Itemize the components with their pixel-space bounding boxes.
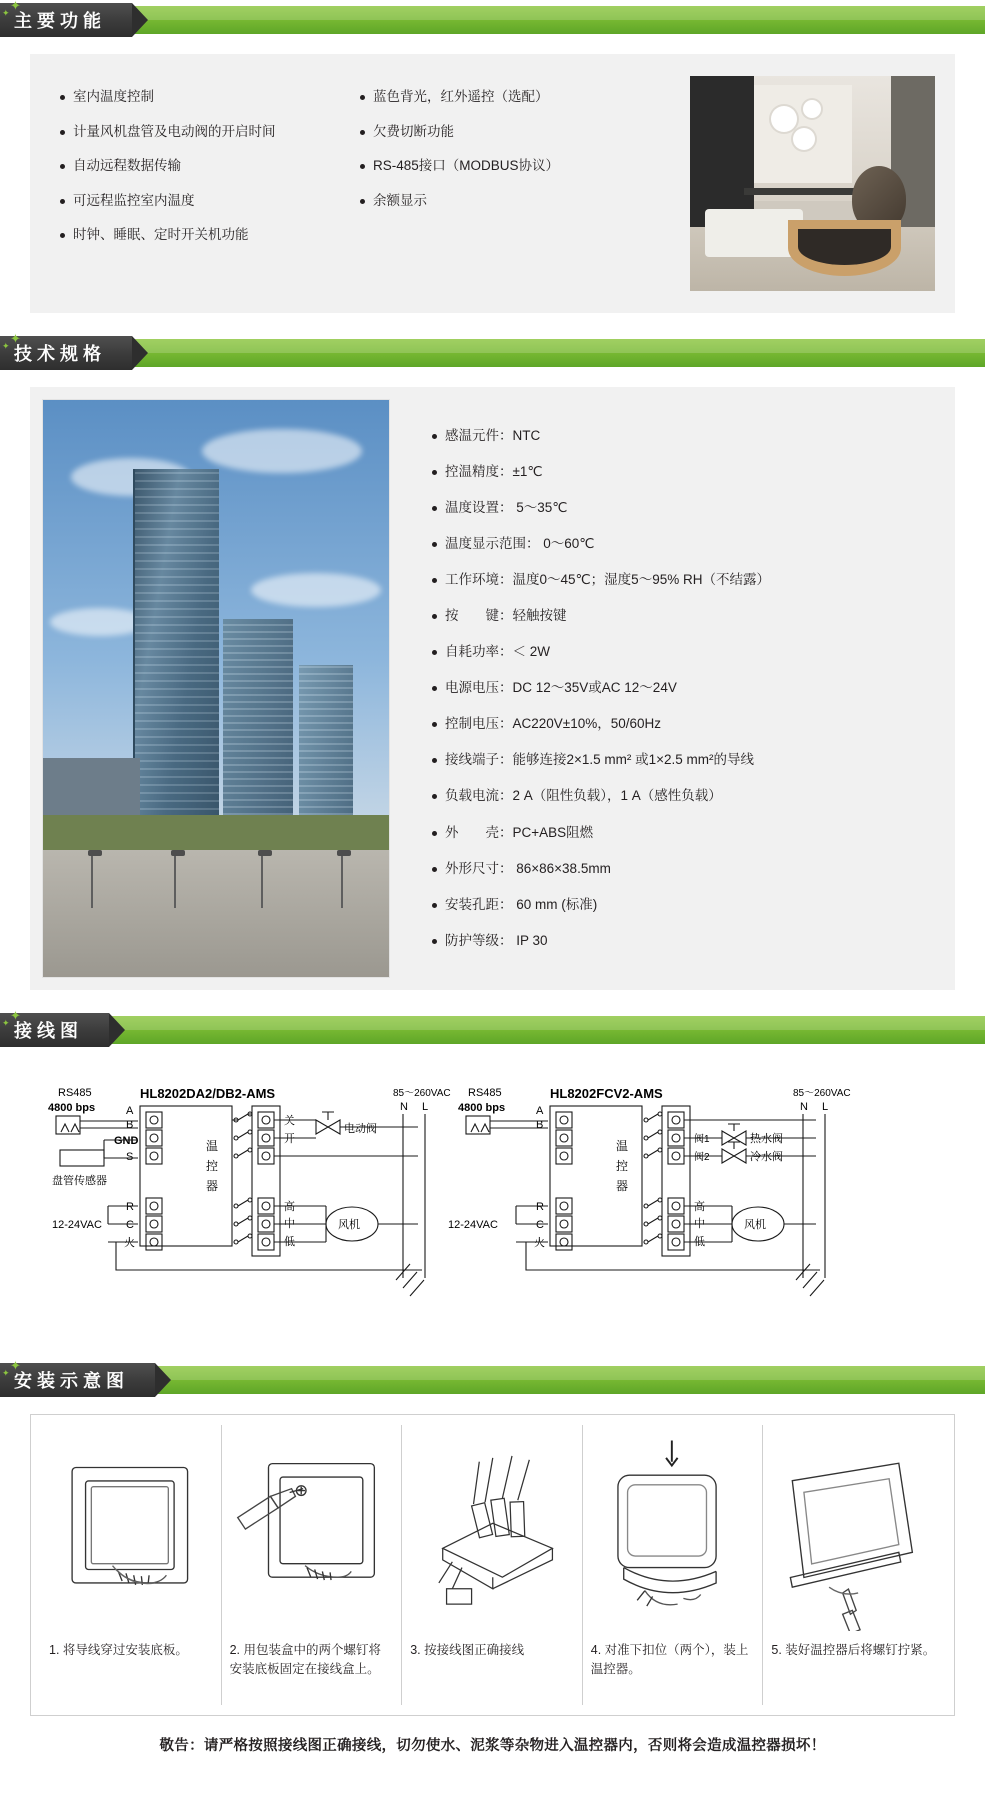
list-item [432, 751, 927, 769]
wiring-right-valve2: 阀2 [694, 1151, 710, 1163]
list-item [432, 932, 927, 950]
wiring-right-speed-hi: 高 [694, 1200, 705, 1213]
list-item [60, 226, 360, 244]
list-item [432, 607, 927, 625]
wiring-right-model: HL8202FCV2-AMS [550, 1085, 663, 1101]
spec-text: 按 键：轻触按键 [445, 608, 567, 624]
building-photo [42, 399, 390, 978]
wiring-right-box-label-3: 器 [616, 1178, 629, 1193]
spec-text: 控温精度：±1℃ [445, 464, 543, 480]
bullet-icon [432, 470, 437, 475]
bullet-icon [432, 542, 437, 547]
wiring-illustration [410, 1431, 574, 1631]
bullet-icon [432, 867, 437, 872]
wiring-left-fan-name: 风机 [338, 1218, 360, 1231]
screwdriver-illustration [230, 1431, 394, 1631]
wiring-right-speed-lo: 低 [694, 1235, 705, 1248]
wiring-right-baud: 4800 bps [458, 1101, 506, 1114]
wiring-left-valve-open: 开 [284, 1132, 295, 1145]
install-step-2 [222, 1425, 403, 1705]
wiring-right-speed-mid: 中 [694, 1217, 705, 1230]
bullet-icon [60, 199, 65, 204]
install-caption: 1. 将导线穿过安装底板。 [49, 1642, 188, 1657]
wiring-left-baud: 4800 bps [48, 1101, 96, 1114]
bullet-icon [432, 686, 437, 691]
section-header-install [0, 1357, 985, 1400]
install-step-3 [402, 1425, 583, 1705]
bullet-icon [60, 233, 65, 238]
wiring-left-box-label-1: 温 [206, 1138, 219, 1153]
feature-text: 蓝色背光，红外遥控（选配） [373, 89, 549, 104]
spec-text: 温度显示范围： 0～60℃ [445, 536, 595, 552]
list-item [432, 679, 927, 697]
sparkle-small-icon: ✦ [2, 1367, 10, 1378]
list-item [432, 896, 927, 914]
warning-notice: 敬告：请严格按照接线图正确接线，切勿使水、泥浆等杂物进入温控器内，否则将会造成温控器损坏！ [159, 1737, 826, 1754]
install-caption: 3. 按接线图正确接线 [410, 1642, 525, 1657]
install-caption: 4. 对准下扣位（两个），装上温控器。 [590, 1642, 749, 1677]
wiring-right-box-label-1: 温 [616, 1138, 629, 1153]
sparkle-icon: ✦ [10, 1007, 21, 1023]
wiring-right-valve1: 阀1 [694, 1133, 710, 1145]
install-art-3 [410, 1431, 574, 1631]
spec-text: 控制电压：AC220V±10%，50/60Hz [445, 716, 661, 732]
bullet-icon [432, 831, 437, 836]
sparkle-icon: ✦ [10, 0, 21, 13]
wiring-right-term-c: C [536, 1218, 544, 1231]
list-item [432, 715, 927, 733]
wiring-right-fan-name: 风机 [744, 1218, 766, 1231]
install-step-5 [763, 1425, 944, 1705]
feature-text: 计量风机盘管及电动阀的开启时间 [73, 123, 276, 139]
wiring-left-speed-hi: 高 [284, 1200, 295, 1213]
bullet-icon [360, 95, 365, 100]
wiring-left-mains-n: N [400, 1100, 408, 1113]
tighten-illustration [771, 1431, 936, 1631]
list-item [432, 824, 927, 842]
bullet-icon [432, 434, 437, 439]
sparkle-small-icon: ✦ [2, 1017, 10, 1028]
feature-text: RS-485接口（MODBUS协议） [373, 158, 560, 174]
wiring-right-term-a: A [536, 1104, 544, 1117]
bullet-icon [432, 794, 437, 799]
wiring-right-valve1-name: 热水阀 [750, 1132, 783, 1145]
install-art-1 [49, 1431, 213, 1631]
sparkle-small-icon: ✦ [2, 341, 10, 351]
bullet-icon [360, 164, 365, 169]
list-item [432, 787, 927, 805]
section-header-wiring [0, 1007, 985, 1050]
wiring-right-mains: 85～260VAC [793, 1087, 851, 1099]
spec-text: 负载电流：2 A（阻性负载），1 A（感性负载） [445, 788, 722, 804]
sparkle-icon: ✦ [10, 331, 21, 346]
list-item [432, 571, 927, 589]
wiring-left-sensor-label: 盘管传感器 [52, 1174, 107, 1187]
spec-text: 安装孔距： 60 mm (标准) [445, 896, 598, 912]
section-title-specs: 技术规格 [0, 336, 132, 370]
install-step-1 [41, 1425, 222, 1705]
install-art-5 [771, 1431, 936, 1631]
install-art-2 [230, 1431, 394, 1631]
spec-text: 温度设置： 5～35℃ [445, 500, 568, 516]
list-item [432, 427, 927, 445]
wiring-left-term-gnd: GND [114, 1134, 139, 1147]
wiring-left-power-label: 12-24VAC [52, 1218, 102, 1231]
wiring-left-term-b: B [126, 1118, 134, 1131]
wiring-diagram [30, 1066, 955, 1356]
feature-text: 自动远程数据传输 [73, 158, 181, 174]
spec-text: 电源电压：DC 12～35V或AC 12～24V [445, 680, 677, 696]
wiring-left-speed-lo: 低 [284, 1235, 295, 1248]
features-column-2 [360, 88, 650, 261]
list-item [360, 192, 650, 210]
bullet-icon [60, 164, 65, 169]
bullet-icon [432, 614, 437, 619]
wiring-left-model: HL8202DA2/DB2-AMS [140, 1085, 276, 1101]
features-column-1 [60, 88, 360, 261]
wiring-left-term-c: C [126, 1218, 134, 1231]
feature-text: 时钟、睡眠、定时开关机功能 [73, 227, 249, 243]
feature-text: 室内温度控制 [73, 89, 154, 104]
bullet-icon [432, 722, 437, 727]
bullet-icon [60, 95, 65, 100]
wiring-left-mains: 85～260VAC [393, 1087, 451, 1099]
wiring-right-box-label-2: 控 [616, 1158, 629, 1173]
bullet-icon [432, 506, 437, 511]
install-step-4 [583, 1425, 764, 1705]
snapfit-illustration [591, 1431, 755, 1631]
install-art-4 [591, 1431, 755, 1631]
wiring-left-term-a: A [126, 1104, 134, 1117]
wiring-left-rs485: RS485 [58, 1086, 92, 1099]
section-title-wiring: 接线图 [0, 1013, 109, 1047]
specs-panel [30, 387, 955, 990]
interior-photo [690, 76, 935, 291]
list-item [360, 123, 650, 141]
wiring-right-power-label: 12-24VAC [448, 1218, 498, 1231]
bullet-icon [432, 578, 437, 583]
wiring-left-box-label-3: 器 [206, 1178, 219, 1193]
features-panel [30, 54, 955, 313]
wiring-right-term-r: R [536, 1200, 544, 1213]
wiring-left-speed-mid: 中 [284, 1217, 295, 1230]
sparkle-small-icon: ✦ [2, 8, 10, 18]
section-header-features [0, 0, 985, 40]
spec-text: 接线端子：能够连接2×1.5 mm² 或1×2.5 mm²的导线 [445, 752, 755, 768]
bullet-icon [360, 199, 365, 204]
specs-list [390, 399, 943, 978]
wiring-left-term-r: R [126, 1200, 134, 1213]
install-panel [30, 1414, 955, 1716]
install-caption: 5. 装好温控器后将螺钉拧紧。 [771, 1642, 936, 1657]
list-item [60, 157, 360, 175]
spec-text: 感温元件：NTC [445, 428, 541, 443]
spec-text: 外 壳：PC+ABS阻燃 [445, 824, 594, 840]
bullet-icon [432, 939, 437, 944]
header-bar-highlight [0, 1016, 985, 1030]
section-title-install: 安装示意图 [0, 1363, 155, 1397]
list-item [432, 643, 927, 661]
wiring-left-box-label-2: 控 [206, 1158, 219, 1173]
list-item [60, 192, 360, 210]
wiring-diagram-svg [30, 1066, 955, 1351]
wiring-right-term-b: B [536, 1118, 544, 1131]
sparkle-icon: ✦ [10, 1357, 21, 1373]
section-header-specs [0, 333, 985, 373]
install-caption: 2. 用包装盒中的两个螺钉将安装底板固定在接线盒上。 [229, 1642, 381, 1677]
install-steps-row [41, 1425, 944, 1705]
bullet-icon [432, 758, 437, 763]
bullet-icon [432, 903, 437, 908]
bullet-icon [432, 650, 437, 655]
wiring-left-term-s: S [126, 1150, 134, 1163]
wiring-left-term-fire: 火 [124, 1236, 135, 1249]
wiring-right-mains-n: N [800, 1100, 808, 1113]
wiring-right-term-fire: 火 [534, 1236, 545, 1249]
list-item [60, 123, 360, 141]
list-item [432, 499, 927, 517]
list-item [432, 860, 927, 878]
list-item [432, 535, 927, 553]
spec-text: 自耗功率：＜ 2W [445, 644, 551, 660]
list-item [360, 157, 650, 175]
bullet-icon [60, 130, 65, 135]
feature-text: 余额显示 [373, 192, 427, 208]
wiring-left-mains-l: L [422, 1100, 429, 1113]
backplate-illustration [49, 1431, 213, 1631]
list-item [360, 88, 650, 106]
list-item [60, 88, 360, 106]
spec-text: 外形尺寸： 86×86×38.5mm [445, 860, 611, 876]
feature-text: 可远程监控室内温度 [73, 192, 195, 208]
features-columns [60, 76, 680, 261]
spec-text: 工作环境：温度0～45℃；湿度5～95% RH（不结露） [445, 572, 770, 588]
wiring-left-valve-close: 关 [284, 1114, 295, 1127]
wiring-left-valve-name: 电动阀 [344, 1122, 377, 1135]
spec-text: 防护等级： IP 30 [445, 932, 548, 948]
list-item [432, 463, 927, 481]
section-title-features: 主要功能 [0, 3, 132, 37]
wiring-right-valve2-name: 冷水阀 [750, 1150, 783, 1163]
bullet-icon [360, 130, 365, 135]
wiring-right-mains-l: L [822, 1100, 829, 1113]
wiring-right-rs485: RS485 [468, 1086, 502, 1099]
feature-text: 欠费切断功能 [373, 123, 454, 139]
